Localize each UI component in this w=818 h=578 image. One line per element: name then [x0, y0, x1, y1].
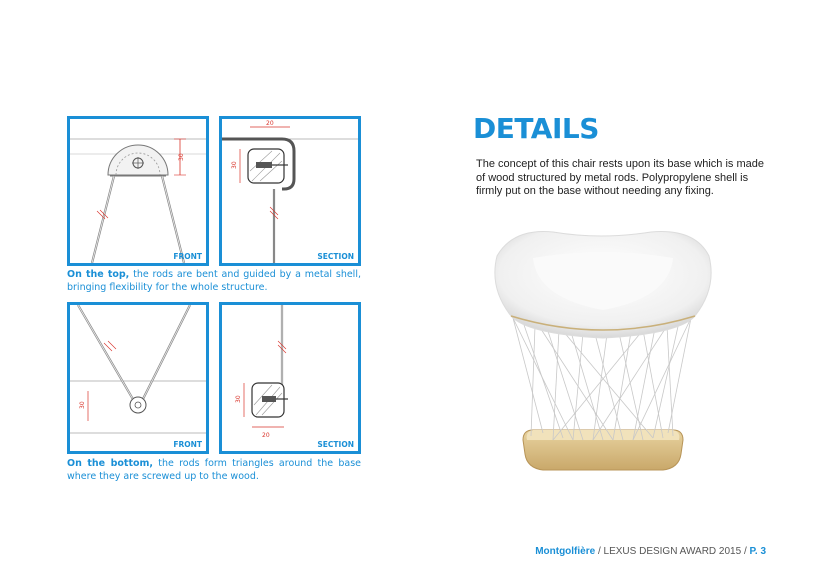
footer — [535, 546, 766, 557]
top-section-label: SECTION — [317, 252, 354, 261]
caption-top — [67, 268, 361, 294]
diagram-top-section — [219, 116, 361, 266]
caption-bottom-text: the rods form triangles around the base where they are screwed up to the wood. — [67, 458, 361, 482]
chair-image — [483, 218, 723, 488]
page-number: P. 3 — [749, 546, 766, 557]
bottom-section-dim-width: 20 — [262, 432, 270, 439]
diagram-bottom-section — [219, 302, 361, 454]
details-description: The concept of this chair rests upon its base which is made of wood structured by metal rods. Polypropylene shell is firmly put on the base without needing any fixing. — [476, 158, 764, 197]
bottom-front-dim-height: 30 — [79, 401, 86, 409]
caption-bottom-bold: On the bottom, — [67, 458, 154, 469]
caption-top-text: the rods are bent and guided by a metal shell, bringing flexibility for the whole structure. — [67, 269, 361, 293]
top-section-dim-width: 20 — [266, 120, 274, 127]
page-title: DETAILS — [473, 112, 599, 145]
footer-award: / LEXUS DESIGN AWARD 2015 / — [595, 546, 750, 557]
top-section-drawing — [222, 119, 358, 263]
top-front-label: FRONT — [173, 252, 202, 261]
bottom-front-label: FRONT — [173, 440, 202, 449]
top-front-drawing — [70, 119, 206, 263]
caption-top-bold: On the top, — [67, 269, 130, 280]
diagram-bottom-front — [67, 302, 209, 454]
bottom-section-dim-height: 30 — [235, 395, 242, 403]
bottom-section-drawing — [222, 305, 358, 451]
bottom-section-label: SECTION — [317, 440, 354, 449]
footer-brand: Montgolfière — [535, 546, 596, 557]
bottom-front-drawing — [70, 305, 206, 451]
caption-bottom — [67, 457, 361, 483]
top-section-dim-height: 30 — [231, 161, 238, 169]
top-front-dim-height: 30 — [178, 153, 185, 161]
diagram-top-front — [67, 116, 209, 266]
